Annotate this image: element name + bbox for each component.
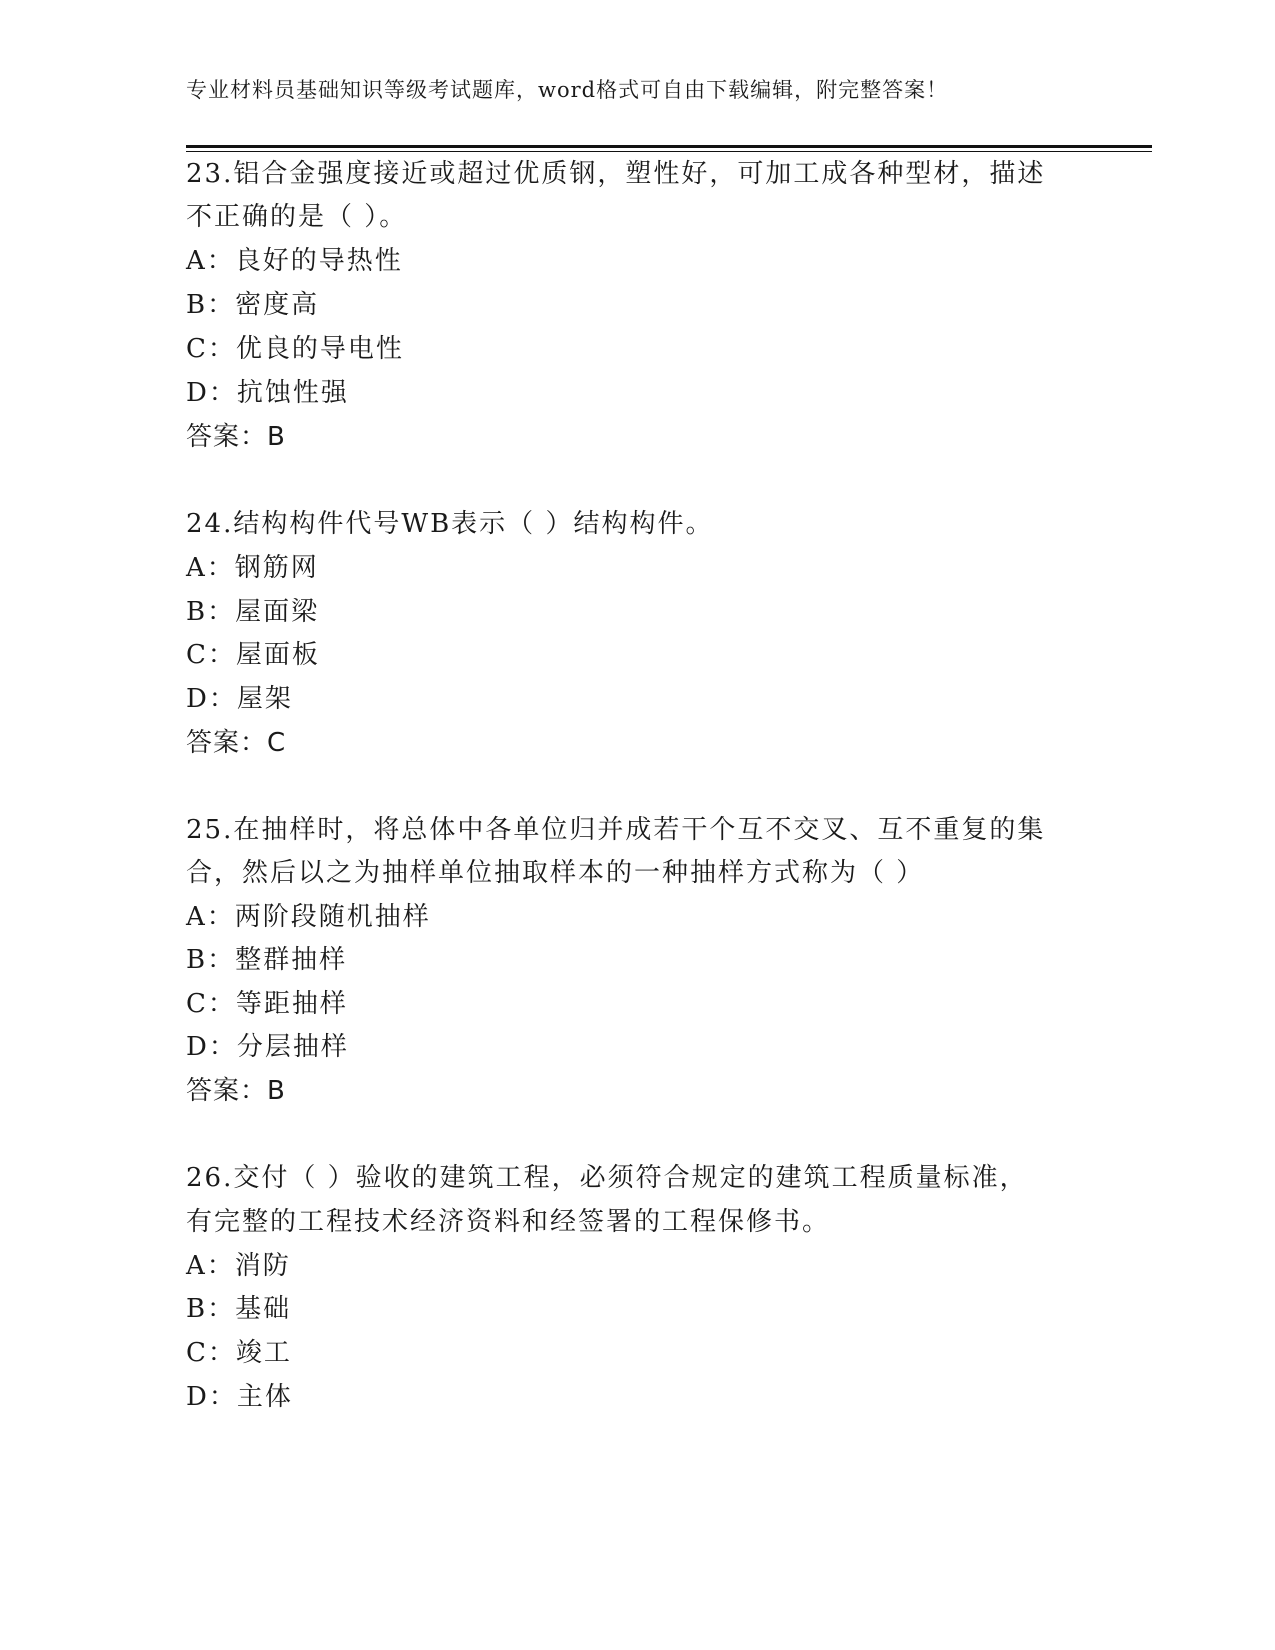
question-stem: 有完整的工程技术经济资料和经签署的工程保修书。: [186, 1207, 831, 1237]
answer: 答案：B: [186, 422, 286, 452]
option-b: B：密度高: [186, 290, 320, 320]
option-d: D：抗蚀性强: [186, 378, 349, 408]
option-b: B：基础: [186, 1294, 292, 1324]
option-b: B：屋面梁: [186, 597, 320, 627]
option-a: A：良好的导热性: [186, 246, 403, 276]
option-c: C：竣工: [186, 1338, 292, 1368]
question-stem: 不正确的是（ ）。: [186, 202, 408, 232]
option-b: B：整群抽样: [186, 945, 348, 975]
question-stem: 24.结构构件代号WB表示（ ）结构构件。: [186, 509, 714, 539]
option-d: D：屋架: [186, 684, 293, 714]
question-stem: 合，然后以之为抽样单位抽取样本的一种抽样方式称为（ ）: [186, 858, 925, 888]
question-stem: 23.铝合金强度接近或超过优质钢，塑性好，可加工成各种型材，描述: [186, 159, 1046, 189]
option-c: C：屋面板: [186, 640, 320, 670]
option-a: A：钢筋网: [186, 553, 319, 583]
option-c: C：优良的导电性: [186, 334, 404, 364]
option-d: D：主体: [186, 1382, 293, 1412]
answer: 答案：B: [186, 1076, 286, 1106]
header-rule-thick: [186, 145, 1152, 148]
page-header: 专业材料员基础知识等级考试题库，word格式可自由下载编辑，附完整答案！: [186, 78, 949, 102]
answer: 答案：C: [186, 728, 287, 758]
question-stem: 25.在抽样时，将总体中各单位归并成若干个互不交叉、互不重复的集: [186, 815, 1046, 845]
option-d: D：分层抽样: [186, 1032, 349, 1062]
option-c: C：等距抽样: [186, 989, 348, 1019]
header-rule-thin: [186, 151, 1152, 152]
option-a: A：消防: [186, 1251, 291, 1281]
option-a: A：两阶段随机抽样: [186, 902, 431, 932]
question-stem: 26.交付（ ）验收的建筑工程，必须符合规定的建筑工程质量标准，: [186, 1163, 1028, 1193]
